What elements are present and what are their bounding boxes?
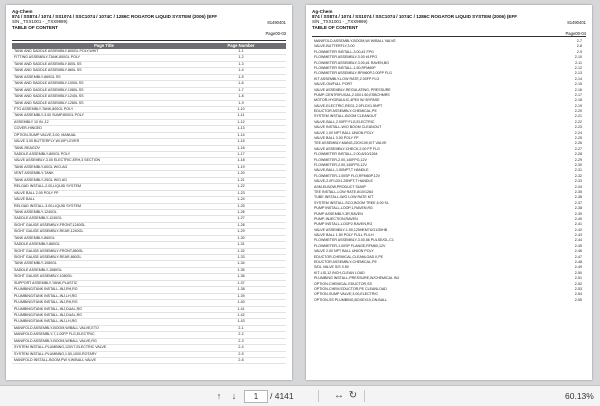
doc-number: 81490401 [267,20,286,25]
toc-entry-page: 1-41 [237,306,245,311]
toc-entry-title: FLOWMETER INSTALL-3.00,#1 FPG [314,49,374,54]
rotate-icon[interactable]: ↻ [348,390,358,401]
toc-entry-title: VALVE-ELECTRIC,REG1,2.0FLDX1.5NPT [314,103,383,108]
toc-entry-title: SIGHT GAUGE ASSEMBLY-REAR,860GL [14,255,82,259]
toc-entry-page: 1-35 [237,267,245,272]
toc-entry-page: 2-15 [574,82,582,87]
toc-entry-page: 2-6 [238,358,244,362]
viewer-toolbar [0,385,600,406]
toc-entry-page: 2-40 [574,216,582,221]
toc-entry-title: VALVE INSTALL-W/O BOOM CLEANOUT [314,125,382,130]
toc-entry-page: 1-24 [237,197,245,202]
toc-entry-page: 1-5 [238,74,244,79]
toc-entry-page: 2-43 [574,233,582,238]
toc-entry-title: RELOAD INSTALL-3.00,LIQUID SYSTEM [14,203,82,208]
toc-entry-title: VALVE 1.00 NPT BALL UNION POLY [314,130,374,135]
toc-entry-page: 2-33 [574,179,582,184]
toolbar-divider [364,390,365,402]
toc-entry-title: EDUCTOR-CHEMICAL,CLEANLOAD II,PE [314,254,384,259]
toc-entry-page: 2-53 [574,286,582,291]
toc-entry-title: OPTION-SS PLUMBING,BOXEX10,ON,BALL [314,297,388,302]
brand-name: Ag-Chem [12,9,33,14]
toc-entry-title: TANK ASSEMBLY-25GL W/O AG [14,177,67,182]
toc-entry-title: TANK ASSEMBLY-860GL [14,235,55,240]
toc-entry-title: TANK AND SADDLE ASSEMBLY-1000L SS [14,81,84,86]
toc-entry-title: MANIFOLD ASSEMBLY-7,1.00FP FLG,ELECTRIC [14,332,95,337]
toc-entry-title: VALVE ASSEMBLY-CHECK,2.00 FP FLG [314,146,380,151]
toc-entry-page: 1-40 [237,300,245,305]
toc-entry-title: OPTION-CHEMICAL EDUCTOR,SS [314,281,372,286]
toc-entry-page: 2-8 [576,44,582,49]
toc-entry-title: VALVE-BALL,1.50NPT,T HANDLE [314,168,369,173]
toc-entry-title: SYSTEM INSTALL-SCO,BOOM TREE,5.00 SL [314,200,389,205]
toc-table [12,43,286,364]
toc-entry-page: 2-45 [574,243,582,248]
document-title: 874 / SS874 / 1074 / SS1074 / SSC1074 / 1074C / 1286C ROGATOR LIQUID SYSTEM (2006) (EFF [12,14,218,20]
toc-entry-page: 2-24 [574,130,582,135]
toc-entry-page: 1-17 [237,152,245,156]
toc-entry-page: 2-42 [574,227,582,232]
toc-entry-page: 1-14 [237,132,245,137]
toc-entry-title: VALVE-2.0FLDX1.25NPT,T HANDLE [314,179,373,184]
toc-entry-page: 2-38 [574,206,582,211]
toc-entry-page: 2-10 [574,55,582,60]
pdf-page-left [6,5,292,380]
toc-entry-page: 2-29 [574,157,582,162]
toc-entry-title: TANK ASSEMBLY-860GL SS [14,74,61,79]
toc-entry-title: FLOWMETER ASSEMBLY-3.00,56 PULSE/GL,C1 [314,238,394,243]
toc-entry-title: SADDLE ASSEMBLY-860GL [14,242,60,247]
toc-entry-title: VALVE BALL 1.50 POLY FULL PL/LH [314,233,374,238]
toc-entry-title: TANK AND SADDLE ASSEMBLY-860L SS [14,68,82,73]
toc-entry-page: 1-23 [237,190,245,195]
toc-entry-title: VENT ASSEMBLY-TANK [14,171,54,176]
toc-entry-title: FLOWMETER INSTALL-2.00,8/10/1264 [314,152,378,157]
toc-entry-page: 1-43 [237,319,245,324]
toc-entry-page: 1-1 [238,49,244,53]
toc-entry-page: 1-6 [238,81,244,86]
toc-entry-page: 2-28 [574,152,582,157]
toc-row[interactable] [12,358,286,364]
toc-entry-title: S/DL VALVE S/S 0.50 [314,265,349,270]
toc-entry-title: MANIFOLD INSTALL-BOOM,PW V,W/BALL VALVE [14,358,97,362]
page-label: Page00-04 [565,31,586,36]
toc-entry-title: FLOWMETER-1.00SP FLG,RFM60P,12V [314,173,380,178]
toc-entry-title: TANK AND SADDLE ASSEMBLY-1280L SS [14,100,84,105]
toc-entry-page: 1-8 [238,94,244,99]
pdf-page-right [306,5,592,380]
toc-entry-page: 2-41 [574,222,582,227]
toc-entry-page: 1-37 [237,280,245,285]
toc-entry-page: 2-20 [574,109,582,114]
toc-entry-title: PLUMBING/TANK INSTALL-INJ,LH,RG [14,319,77,324]
toc-entry-page: 1-28 [237,222,245,227]
toc-entry-title: TANK-REAGOV [14,145,40,150]
toc-entry-title: SADDLE ASSEMBLY-800GL POLY [14,152,71,156]
toc-entry-page: 2-31 [574,168,582,173]
serial-range: S/N _TXX1001 - _TXX9999) [312,19,368,25]
toolbar-divider [318,390,319,402]
toc-entry-page: 2-9 [576,49,582,54]
toc-entry-page: 1-22 [237,184,245,189]
toc-entry-title: SIGHT GAUGE ASSEMBLY-FRONT,860GL [14,248,84,253]
section-title: TABLE OF CONTENT [12,24,59,30]
toc-entry-title: MOTOR-HYDRAULIC,4PE0 W/ BYPASE [314,98,380,103]
toc-entry-page: 2-18 [574,98,582,103]
page-header [312,9,586,39]
toc-entry-title: SIGHT GAUGE ASSEMBLY-FRONT,1240GL [14,222,86,227]
toc-entry-page: 1-19 [237,164,245,169]
toc-entry-title: VALVE 3.00 BUTTERFLY W/10P LEVER [14,139,80,144]
toc-entry-page: 1-38 [237,287,245,292]
toc-entry-page: 2-13 [574,71,582,76]
toc-entry-title: SADDLE ASSEMBLY-1240GL [14,216,62,221]
toc-entry-page: 2-39 [574,211,582,216]
toc-entry-page: 1-15 [237,139,245,144]
toc-entry-title: VALVE BALL 3.00 POLY FP [314,136,359,141]
toc-entry-title: VALVE-BUTTERFLY,3.00 [314,44,355,49]
toc-entry-page: 1-3 [238,61,244,66]
toc-entry-title: ASM-ELBOW,PRODUCT SUMP [314,184,366,189]
toc-entry-title: PLUMBING INSTALL-PRESSURE,W/CHEMICAL INJ [314,276,400,281]
toc-entry-page: 2-4 [238,345,244,350]
toc-entry-page: 1-10 [237,106,245,111]
toc-entry-title: OPTION-SUMP VALVE,3.00, MANUAL [14,132,77,137]
doc-number: 81490401 [567,20,586,25]
toc-entry-page: 2-49 [574,265,582,270]
col-page-title: Page Title [94,43,114,48]
toc-entry-title: TANK ASSEMBLY-1240GL [14,209,57,214]
toc-entry-page: 2-16 [574,87,582,92]
toc-entry-title: SADDLE ASSEMBLY-1080GL [14,267,62,272]
toc-entry-page: 2-48 [574,260,582,265]
toc-entry-title: PUMP-CENTRIFUGAL,2.00X1.50,ESBCHMRS [314,92,390,97]
toc-entry-title: OPTION-CHEM EDUCTOR,PE CLEANLOAD [314,286,387,291]
toc-entry-title: FTG ASSEMBLY-TANK,800GL POLY [14,106,74,111]
toc-entry-title: PLUMBING/TANK INSTALL-INJ,LH,RG [14,293,77,298]
toc-entry-page: 2-47 [574,254,582,259]
toc-entry-page: 2-3 [238,338,244,343]
toc-entry-page: 1-33 [237,255,245,259]
toc-entry-title: TANK ASSEMBLY-3.00 SUMP,800GL POLY [14,113,84,118]
toc-entry-page: 1-27 [237,216,245,221]
toc-entry-page: 1-34 [237,261,245,266]
toc-entry-title: VALVE BALL [14,197,35,202]
toc-entry-title: PLUMBING/TANK INSTALL-INJ,DUAL,RG [14,306,82,311]
toc-entry-title: TANK ASSEMBLY-1080GL [14,261,57,266]
toc-entry-title: COVER-HINGED [14,126,42,131]
toc-entry-title: FLOWMETER INSTALL-1.50,RFM60P [314,65,376,70]
zoom-level[interactable]: 60.13% [565,391,594,401]
toc-entry-title: VALVE ASSEMBLY-3.00 ELECTRIC,ERH,3 SECTION [14,158,101,163]
page-total: / 4141 [270,391,294,401]
toc-entry-page: 1-25 [237,203,245,208]
toc-entry-page: 2-36 [574,195,582,200]
header-divider [312,36,586,37]
toc-entry-title: PUMP-INJECTION,RAVEN [314,216,358,221]
toc-entry-title: VALVE-BALL,2.00FP FLG,ELECTRIC [314,119,375,124]
arrow-down-icon[interactable]: ↓ [231,391,237,401]
toc-table [312,39,586,303]
toc-entry-title: PLUMBING/TANK INSTALL-INJ,RH,RG [14,287,78,292]
toc-entry-page: 1-13 [237,126,245,131]
toc-entry-title: VALVE BALL 2.00 POLY FP [14,190,59,195]
toc-entry-title: TEE INSTALL-LOW RATE,8/10/1264 [314,189,373,194]
toc-entry-page: 2-12 [574,65,582,70]
toc-entry-title: OPTION-SUMP VALVE,3.00,ELECTRIC [314,292,379,297]
toc-entry-title: MANIFOLD ASSEMBLY-BOOM,W/BALL VALVE,RG [14,338,97,343]
toc-entry-title: RELOAD INSTALL-2.00,LIQUID SYSTEM [14,184,82,189]
toc-entry-title: PLUMBING/TANK INSTALL-INJ,RH,RG [14,300,78,305]
toc-entry-page: 1-42 [237,312,245,317]
toc-rows [312,39,586,303]
toc-entry-page: 1-16 [237,145,245,150]
toc-entry-page: 1-11 [237,113,245,118]
toc-entry-page: 2-52 [574,281,582,286]
toc-entry-title: PUMP INSTALL-LOOP2,RAVEN,RG [314,222,373,227]
toc-entry-title: KIT ASSEMBLY-LOW RATE,2.00FP FLG [314,76,380,81]
toc-entry-title: PUMP INSTALL-LOOP,1,RAVEN,RG [314,206,373,211]
toc-entry-title: ASSEMBLY 10 IN.,12 [14,119,49,124]
toc-entry-title: VALVE 2.00 NPT BALL UNION POLY [314,249,374,254]
toc-entry-page: 2-54 [574,292,582,297]
toc-entry-page: 2-14 [574,76,582,81]
toc-entry-page: 2-17 [574,92,582,97]
toc-entry-page: 1-21 [237,177,245,182]
toc-entry-page: 2-7 [576,39,582,43]
fit-width-icon[interactable]: ↔ [334,390,344,401]
toc-entry-title: SIGHT GAUGE ASSEMBLY-1080GL [14,274,73,279]
toc-entry-page: 2-5 [238,351,244,356]
toc-entry-page: 2-22 [574,119,582,124]
document-title: 874 / SS874 / 1074 / SS1074 / SSC1074 / 1074C / 1286C ROGATOR LIQUID SYSTEM (2006) (EFF [312,14,518,20]
toc-entry-title: FITTING ASSEMBLY-TANK,800GL POLY [14,55,81,60]
toc-entry-title: SYSTEM INSTALL-BOOM CLEANOUT [314,114,377,119]
toc-entry-page: 2-27 [574,146,582,151]
toc-entry-title: SUPPORT ASSEMBLY-TANK,PLASTIC [14,280,78,285]
section-title: TABLE OF CONTENT [312,24,359,30]
toc-entry-title: FLOWMETER-2.00,140FPG,12V [314,157,367,162]
toc-entry-page: 2-46 [574,249,582,254]
toc-entry-title: TANK AND SADDLE ASSEMBLY-800GL POLY,WHIT [14,49,99,53]
toc-entry-title: SYSTEM INSTALL-PLUMBING,120V7,ELECTRIC VALVE [14,345,107,350]
toc-entry-page: 1-26 [237,209,245,214]
page-label: Page00-03 [265,31,286,36]
col-page-number: Page Number [227,43,255,48]
toc-entry-title: TANK AND SADDLE ASSEMBLY-1080L SS [14,87,84,92]
toc-entry-title: FLOWMETER ASSEMBLY-RFM60P,2.00FP FLG [314,71,392,76]
toc-entry-title: VALVE-ON/FULL PORT [314,82,353,87]
toc-entry-title: EDUCTOR ASSEMBLY-CHEMICAL,PE [314,260,377,265]
toc-entry-page: 2-19 [574,103,582,108]
toc-entry-page: 1-20 [237,171,245,176]
toc-entry-title: TANK AND SADDLE ASSEMBLY-800L SS [14,61,82,66]
toc-entry-title: VALVE ASSEMBLY-1.50,125HEM7UG1/30HB [314,227,388,232]
toc-entry-page: 1-31 [237,242,245,247]
toc-entry-title: PUMP ASSEMBLY-3R,RAVEN [314,211,363,216]
page-header [12,9,286,39]
toc-entry-title: EDUCTOR ASSEMBLY-CHEMICAL,PE [314,109,377,114]
toc-entry-page: 2-44 [574,238,582,243]
toc-entry-title: MANIFOLD ASSEMBLY-BOOM,W/ W/BALL VALVE [314,39,396,43]
toc-entry-page: 1-29 [237,229,245,234]
toc-entry-title: SYSTEM INSTALL-PLUMBING,1.50,1000,ROTARY [14,351,97,356]
toc-entry-title: TANK ASSEMBLY-60GL W/O-AG [14,164,68,169]
toc-entry-page: 1-7 [238,87,244,92]
toc-entry-page: 1-30 [237,235,245,240]
toc-entry-title: MANIFOLD ASSEMBLY-BOOM,W/BALL VALVE,ETO [14,325,99,330]
toc-entry-page: 1-9 [238,100,244,105]
toc-entry-page: 2-50 [574,270,582,275]
toc-entry-title: KIT-LID,12 INCH,CLEAN LOAD [314,270,365,275]
toc-entry-page: 2-1 [238,325,244,330]
toc-entry-page: 2-34 [574,184,582,189]
brand-name: Ag-Chem [312,9,333,14]
toc-entry-page: 1-36 [237,274,245,279]
toc-entry-title: PLUMBING/TANK INSTALL-INJ,DUAL,RG [14,312,82,317]
serial-range: S/N _TXX1001 - _TXX9999) [12,19,68,25]
toc-entry-page: 1-2 [238,55,244,60]
toc-entry-title: FLOWMETER-2.00,140FPG,12V [314,162,367,167]
toc-entry-title: TEE ASSEMBLY-MANG,220X100,KIT VALVE [314,141,387,146]
header-divider [12,40,286,41]
toc-entry-title: FLOWMETER-1.00SP FLANGE,RFM60,12V [314,243,386,248]
toc-entry-title: TUBE INSTALL-W/O LOW RATE KIT [314,195,374,200]
toc-entry-page: 2-21 [574,114,582,119]
toc-entry-page: 1-32 [237,248,245,253]
toc-entry-page: 1-4 [238,68,244,73]
toc-entry-page: 2-23 [574,125,582,130]
toc-entry-title: FLOWMETER ASSEMBLY-3.00 #1FPG [314,55,378,60]
toc-entry-title: TANK AND SADDLE ASSEMBLY-1240L SS [14,94,84,99]
page-number-input[interactable]: 1 [244,390,268,403]
toc-entry-page: 1-12 [237,119,245,124]
toc-entry-page: 2-32 [574,173,582,178]
toc-entry-page: 2-11 [575,60,582,65]
toc-row[interactable] [312,298,586,303]
toc-entry-page: 2-30 [574,162,582,167]
toc-entry-page: 2-51 [574,276,582,281]
toc-entry-page: 2-55 [574,297,582,302]
toc-entry-page: 1-39 [237,293,245,298]
toc-rows [12,49,286,364]
toc-entry-title: FLOWMETER ASSEMBLY-3.00,#1 RAVEN,BG [314,60,390,65]
toc-entry-title: VALVE ASSEMBLY-REGULATING, PRESSURE [314,87,391,92]
toc-entry-title: SIGHT GAUGE ASSEMBLY-REAR,1240GL [14,229,84,234]
toc-entry-page: 1-18 [237,158,245,163]
arrow-up-icon[interactable]: ↑ [216,391,222,401]
toc-entry-page: 2-35 [574,189,582,194]
toc-entry-page: 2-2 [238,332,244,337]
toc-entry-page: 2-26 [574,141,582,146]
toc-entry-page: 2-25 [574,136,582,141]
toc-entry-page: 2-37 [574,200,582,205]
